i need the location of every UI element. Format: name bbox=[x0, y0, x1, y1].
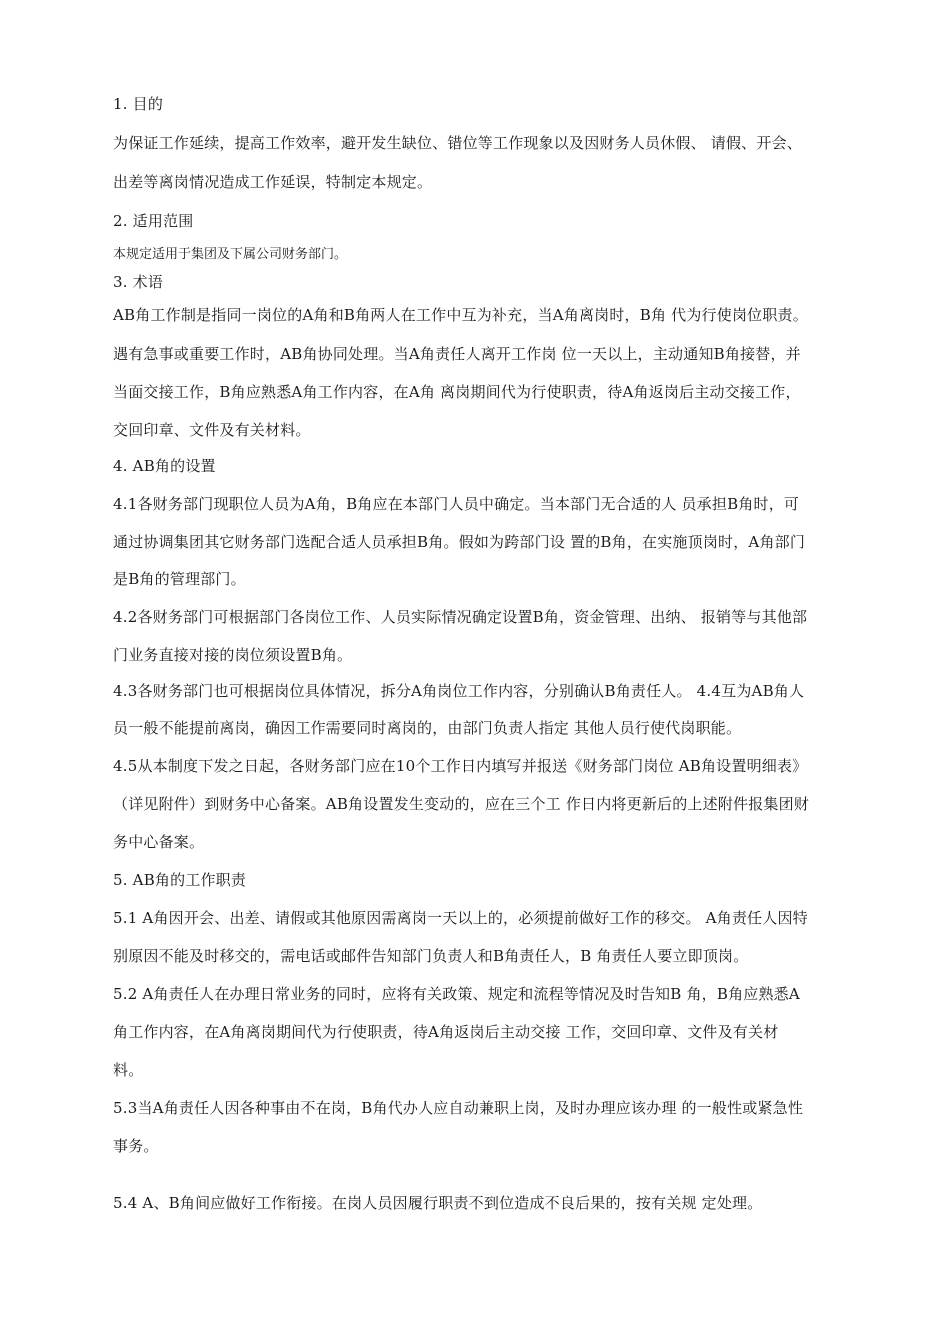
paragraph-line: 4.3各财务部门也可根据岗位具体情况，拆分A角岗位工作内容，分别确认B角责任人。 4.4互为AB角人 bbox=[113, 682, 805, 700]
paragraph-line: 料。 bbox=[113, 1061, 144, 1079]
paragraph-line: 别原因不能及时移交的，需电话或邮件告知部门负责人和B角责任人，B 角责任人要立即顶岗。 bbox=[113, 947, 749, 965]
heading-ab-setup: 4. AB角的设置 bbox=[113, 457, 216, 475]
paragraph-line: 遇有急事或重要工作时，AB角协同处理。当A角责任人离开工作岗 位一天以上，主动通知B角接替，并 bbox=[113, 345, 801, 363]
paragraph-line: 角工作内容，在A角离岗期间代为行使职责，待A角返岗后主动交接 工作，交回印章、文件及有关材 bbox=[113, 1023, 779, 1041]
paragraph-line: 5.3当A角责任人因各种事由不在岗，B角代办人应自动兼职上岗，及时办理应该办理 的一般性或紧急性 bbox=[113, 1099, 804, 1117]
paragraph-line: 门业务直接对接的岗位须设置B角。 bbox=[113, 646, 353, 664]
heading-purpose: 1. 目的 bbox=[113, 95, 164, 113]
paragraph-line: 4.2各财务部门可根据部门各岗位工作、人员实际情况确定设置B角，资金管理、出纳、 报销等与其他部 bbox=[113, 608, 808, 626]
paragraph-line: 交回印章、文件及有关材料。 bbox=[113, 421, 311, 439]
paragraph-line: 5.4 A、B角间应做好工作衔接。在岗人员因履行职责不到位造成不良后果的，按有关规 定处理。 bbox=[113, 1194, 763, 1212]
paragraph-line: 事务。 bbox=[113, 1137, 159, 1155]
paragraph-line: 5.1 A角因开会、出差、请假或其他原因需离岗一天以上的，必须提前做好工作的移交。 A角责任人因特 bbox=[113, 909, 808, 927]
paragraph-line: 5.2 A角责任人在办理日常业务的同时，应将有关政策、规定和流程等情况及时告知B 角，B角应熟悉A bbox=[113, 985, 800, 1003]
paragraph-line: 是B角的管理部门。 bbox=[113, 570, 246, 588]
heading-ab-duties: 5. AB角的工作职责 bbox=[113, 871, 247, 889]
paragraph-line: 本规定适用于集团及下属公司财务部门。 bbox=[113, 247, 348, 262]
paragraph-line: （详见附件）到财务中心备案。AB角设置发生变动的，应在三个工 作日内将更新后的上述附件报集团财 bbox=[113, 795, 810, 813]
paragraph-line: 通过协调集团其它财务部门选配合适人员承担B角。假如为跨部门设 置的B角，在实施顶岗时，A角部门 bbox=[113, 533, 806, 551]
paragraph-line: AB角工作制是指同一岗位的A角和B角两人在工作中互为补充，当A角离岗时，B角 代为行使岗位职责。 bbox=[113, 306, 808, 324]
heading-terms: 3. 术语 bbox=[113, 273, 164, 291]
paragraph-line: 务中心备案。 bbox=[113, 833, 205, 851]
paragraph-line: 出差等离岗情况造成工作延误，特制定本规定。 bbox=[113, 173, 433, 191]
paragraph-line: 4.5从本制度下发之日起，各财务部门应在10个工作日内填写并报送《财务部门岗位 AB角设置明细表》 bbox=[113, 757, 808, 775]
paragraph-line: 4.1各财务部门现职位人员为A角，B角应在本部门人员中确定。当本部门无合适的人 员承担B角时，可 bbox=[113, 495, 800, 513]
paragraph-line: 当面交接工作，B角应熟悉A角工作内容，在A角 离岗期间代为行使职责，待A角返岗后主动交接工作， bbox=[113, 383, 801, 401]
paragraph-line: 为保证工作延续，提高工作效率，避开发生缺位、错位等工作现象以及因财务人员休假、 请假、开会、 bbox=[113, 134, 802, 152]
paragraph-line: 员一般不能提前离岗，确因工作需要同时离岗的，由部门负责人指定 其他人员行使代岗职能。 bbox=[113, 719, 742, 737]
heading-scope: 2. 适用范围 bbox=[113, 212, 194, 230]
